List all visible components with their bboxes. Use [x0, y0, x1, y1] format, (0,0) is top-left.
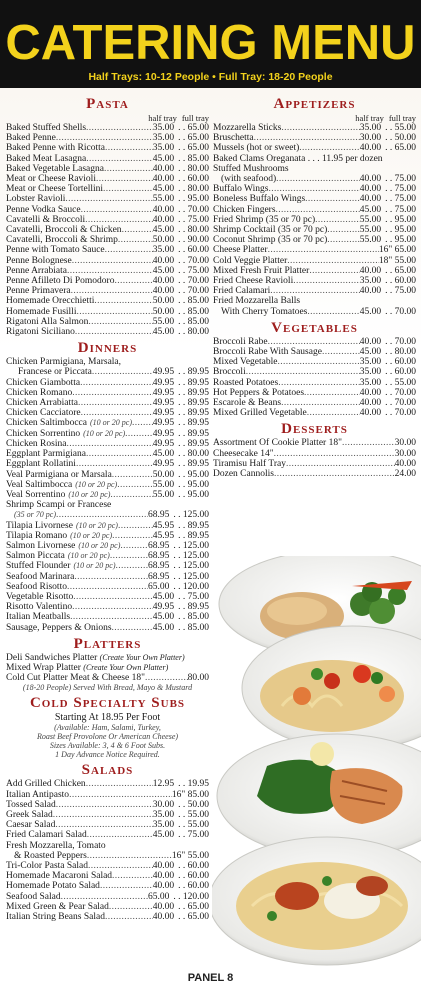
platters-title: Platters	[73, 635, 142, 652]
salads-section	[6, 762, 209, 922]
list-item: Hot Peppers & Potatoes . . . 40.00 . . 70.00	[213, 388, 416, 398]
list-item: Seafood Marinara . . . 68.95 . . 125.00	[6, 572, 209, 582]
list-item: Chicken Sorrentino (10 or 20 pc) . . . 49.95 . . 89.95	[6, 429, 209, 439]
menu-header	[0, 0, 421, 88]
list-item: Cold Cut Platter Meat & Cheese 18" . . . 80.00	[6, 673, 209, 683]
list-item: Mozzarella Sticks . . . 35.00 . . 55.00	[213, 123, 416, 133]
list-item: Baked Clams Oreganata . . . 11.95 per dozen	[213, 153, 383, 164]
platter-note: (18-20 People) Served With Bread, Mayo & Mustard	[22, 683, 193, 693]
list-item: Italian String Beans Salad . . . 40.00 . . 65.00	[6, 912, 209, 922]
list-item: Cheesecake 14" . . . 30.00	[213, 449, 416, 459]
list-item: Vegetable Risotto . . . 45.00 . . 75.00	[6, 592, 209, 602]
list-item: Veal Sorrentino (10 or 20 pc) . . . 55.00 . . 95.00	[6, 490, 209, 500]
list-item: Stuffed Mushrooms	[213, 163, 289, 174]
list-item: Chicken Saltimbocca (10 or 20 pc) . . . 49.95 . . 89.95	[6, 418, 209, 428]
list-item: Chicken Parmigiana, Marsala,	[6, 357, 122, 368]
list-item: Stuffed Flounder (10 or 20 pc) . . . 68.95 . . 125.00	[6, 561, 209, 571]
list-item: Penne Afilleto Di Pomodoro . . . 40.00 . . 70.00	[6, 276, 209, 286]
list-item: Fresh Mozzarella, Tomato	[6, 840, 106, 851]
list-item: Mixed Wrap Platter (Create Your Own Platter)	[6, 662, 169, 673]
pasta-section	[6, 96, 209, 337]
list-item: Veal Parmigiana or Marsala . . . 50.00 . . 95.00	[6, 470, 209, 480]
list-item: Broccoli Rabe With Sausage . . . 45.00 . . 80.00	[213, 347, 416, 357]
list-item: Cavatelli, Broccoli & Shrimp . . . 50.00 . . 90.00	[6, 235, 209, 245]
list-item: (with seafood) . . . 40.00 . . 75.00	[213, 174, 416, 184]
list-item: Penne with Tomato Sauce . . . 35.00 . . 60.00	[6, 245, 209, 255]
list-item: Cavatelli & Broccoli . . . 40.00 . . 75.00	[6, 215, 209, 225]
list-item: & Roasted Peppers . . . 16" 55.00	[6, 851, 209, 861]
desserts-title: Desserts	[281, 421, 348, 438]
list-item: Rigatoni Siciliano . . . 45.00 . . 80.00	[6, 327, 209, 337]
list-item: Tri-Color Pasta Salad . . . 40.00 . . 60.00	[6, 861, 209, 871]
list-item: Veal Saltimbocca (10 or 20 pc) . . . 55.00 . . 95.00	[6, 480, 209, 490]
list-item: Italian Meatballs . . . 45.00 . . 85.00	[6, 612, 209, 622]
list-item: Homemade Orecchietti . . . 50.00 . . 85.00	[6, 296, 209, 306]
list-item: Mussels (hot or sweet) . . . 40.00 . . 65.00	[213, 143, 416, 153]
list-item: Shrimp Cocktail (35 or 70 pc) . . . 55.00 . . 95.00	[213, 225, 416, 235]
platters-section	[6, 636, 209, 693]
tray-info: Half Trays: 10-12 People • Full Tray: 18-20 People	[88, 71, 333, 83]
list-item: Salmon Piccata (10 or 20 pc) . . . 68.95 . . 125.00	[6, 551, 209, 561]
list-item: Tilapia Romano (10 or 20 pc) . . . 45.95 . . 89.95	[6, 531, 209, 541]
list-item: Coconut Shrimp (35 or 70 pc) . . . 55.00 . . 95.00	[213, 235, 416, 245]
list-item: Rigatoni Alla Salmon . . . 55.00 . . 85.00	[6, 317, 209, 327]
list-item: Escarole & Beans . . . 40.00 . . 70.00	[213, 398, 416, 408]
dinners-section	[6, 340, 209, 632]
appetizers-list-3	[213, 266, 416, 297]
list-item: Fried Cheese Ravioli . . . 35.00 . . 60.00	[213, 276, 416, 286]
list-item: (35 or 70 pc) . . . 68.95 . . 125.00	[6, 510, 209, 520]
list-item: Mixed Vegetable . . . 35.00 . . 60.00	[213, 357, 416, 367]
dinners-title: Dinners	[77, 340, 138, 357]
list-item: Seafood Salad . . . 65.00 . . 120.00	[6, 892, 209, 902]
list-item: Meat or Cheese Tortellini . . . 45.00 . . 80.00	[6, 184, 209, 194]
list-item: Chicken Romano . . . 49.95 . . 89.95	[6, 388, 209, 398]
list-item: Tossed Salad . . . 30.00 . . 50.00	[6, 800, 209, 810]
list-item: Bruschetta . . . 30.00 . . 50.00	[213, 133, 416, 143]
subs-title: Cold Specialty Subs	[29, 695, 186, 712]
pasta-list	[6, 123, 209, 337]
list-item: Buffalo Wings . . . 40.00 . . 75.00	[213, 184, 416, 194]
list-item: Penne Vodka Sauce . . . 40.00 . . 70.00	[6, 205, 209, 215]
list-item: Baked Stuffed Shells . . . 35.00 . . 65.00	[6, 123, 209, 133]
list-item: Boneless Buffalo Wings . . . 40.00 . . 75.00	[213, 194, 416, 204]
list-item: Caesar Salad . . . 35.00 . . 55.00	[6, 820, 209, 830]
list-item: Dozen Cannolis . . . 24.00	[213, 469, 416, 479]
list-item: Tilapia Livornese (10 or 20 pc) . . . 45.95 . . 89.95	[6, 521, 209, 531]
list-item: Chicken Rosina . . . 49.95 . . 89.95	[6, 439, 209, 449]
salads-list-2	[6, 861, 209, 922]
list-item: Cheese Platter . . . 16" 65.00	[213, 245, 416, 255]
list-item: Mixed Fresh Fruit Platter . . . 40.00 . . 65.00	[213, 266, 416, 276]
list-item: Chicken Cacciatore . . . 49.95 . . 89.95	[6, 408, 209, 418]
list-item: Greek Salad . . . 35.00 . . 55.00	[6, 810, 209, 820]
list-item: Risotto Valentino . . . 49.95 . . 89.95	[6, 602, 209, 612]
list-item: Francese or Piccata . . . 49.95 . . 89.95	[6, 367, 209, 377]
list-item: Fried Shrimp (35 or 70 pc) . . . 55.00 . . 95.00	[213, 215, 416, 225]
list-item: Broccoli Rabe . . . 40.00 . . 70.00	[213, 337, 416, 347]
list-item: Fried Calamari Salad . . . 45.00 . . 75.00	[6, 830, 209, 840]
vegetables-section	[213, 320, 416, 419]
list-item: Penne Arrabiata . . . 45.00 . . 75.00	[6, 266, 209, 276]
tray-header: half tray full tray	[355, 113, 416, 123]
list-item: Baked Penne with Ricotta . . . 35.00 . . 65.00	[6, 143, 209, 153]
desserts-section	[213, 421, 416, 479]
vegetables-title: Vegetables	[271, 319, 358, 336]
tray-header: half tray full tray	[148, 113, 209, 123]
list-item: Add Grilled Chicken . . . 12.95 . . 19.95	[6, 779, 209, 789]
list-item: With Cherry Tomatoes . . . 45.00 . . 70.00	[213, 307, 416, 317]
dinners-list-2	[6, 521, 209, 633]
list-item: Tiramisu Half Tray . . . 40.00	[213, 459, 416, 469]
subs-section: Cold Specialty Subs Starting At 18.95 Per Foot (Available: Ham, Salami, Turkey, Roast Beef Provolone Or American Cheese) Sizes Available: 3, 4 & 6 Foot Subs. 1 Day Advance Notice Required.	[6, 695, 209, 759]
list-item: Sausage, Peppers & Onions . . . 45.00 . . 85.00	[6, 623, 209, 633]
left-column	[6, 96, 209, 925]
appetizers-list-2	[213, 184, 416, 245]
vegetables-list	[213, 337, 416, 419]
appetizers-list	[213, 123, 416, 154]
list-item: Shrimp Scampi or Francese	[6, 500, 112, 511]
subs-price: Starting At 18.95 Per Foot	[54, 712, 161, 724]
salads-title: Salads	[81, 762, 134, 779]
list-item: Meat or Cheese Ravioli . . . 40.00 . . 60.00	[6, 174, 209, 184]
food-photos	[212, 556, 421, 966]
list-item: Cold Veggie Platter . . . 18" 55.00	[213, 256, 416, 266]
list-item: Homemade Potato Salad . . . 40.00 . . 60.00	[6, 881, 209, 891]
list-item: Penne Primavera . . . 40.00 . . 70.00	[6, 286, 209, 296]
pasta-title: Pasta	[86, 96, 129, 112]
list-item: Chicken Fingers . . . 45.00 . . 75.00	[213, 205, 416, 215]
list-item: Baked Vegetable Lasagna . . . 40.00 . . 80.00	[6, 164, 209, 174]
list-item: Cavatelli, Broccoli & Chicken . . . 45.00 . . 80.00	[6, 225, 209, 235]
dinners-list	[6, 378, 209, 500]
list-item: Seafood Risotto . . . 65.00 . . 120.00	[6, 582, 209, 592]
list-item: Italian Antipasto . . . 16" 85.00	[6, 790, 209, 800]
list-item: Roasted Potatoes . . . 35.00 . . 55.00	[213, 378, 416, 388]
appetizers-title: Appetizers	[273, 96, 356, 112]
list-item: Eggplant Rollatini . . . 49.95 . . 89.95	[6, 459, 209, 469]
list-item: Homemade Fusilli . . . 50.00 . . 85.00	[6, 307, 209, 317]
list-item: Chicken Giambotta . . . 49.95 . . 89.95	[6, 378, 209, 388]
right-column	[213, 96, 416, 482]
list-item: Baked Penne . . . 35.00 . . 65.00	[6, 133, 209, 143]
list-item: Eggplant Parmigiana . . . 45.00 . . 80.00	[6, 449, 209, 459]
list-item: Homemade Macaroni Salad . . . 40.00 . . 60.00	[6, 871, 209, 881]
food-plates-image	[212, 556, 421, 966]
list-item: Lobster Ravioli . . . 55.00 . . 95.00	[6, 194, 209, 204]
salads-list	[6, 800, 209, 841]
list-item: Chicken Arrabiatta . . . 49.95 . . 89.95	[6, 398, 209, 408]
panel-label: PANEL 8	[187, 972, 234, 984]
list-item: Penne Bolognese . . . 40.00 . . 70.00	[6, 256, 209, 266]
desserts-list	[213, 438, 416, 479]
list-item: Broccoli . . . 35.00 . . 60.00	[213, 367, 416, 377]
list-item: Baked Meat Lasagna . . . 45.00 . . 85.00	[6, 154, 209, 164]
list-item: Fried Mozzarella Balls	[213, 296, 301, 307]
list-item: Mixed Grilled Vegetable . . . 40.00 . . 70.00	[213, 408, 416, 418]
list-item: Fried Calamari . . . 40.00 . . 75.00	[213, 286, 416, 296]
list-item: Salmon Livornese (10 or 20 pc) . . . 68.95 . . 125.00	[6, 541, 209, 551]
list-item: Assortment Of Cookie Platter 18" . . . 30.00	[213, 438, 416, 448]
appetizers-section	[213, 96, 416, 317]
list-item: Mixed Green & Pear Salad . . . 40.00 . . 65.00	[6, 902, 209, 912]
menu-title: CATERING MENU	[5, 16, 416, 70]
list-item: Deli Sandwiches Platter (Create Your Own Platter)	[6, 652, 185, 663]
